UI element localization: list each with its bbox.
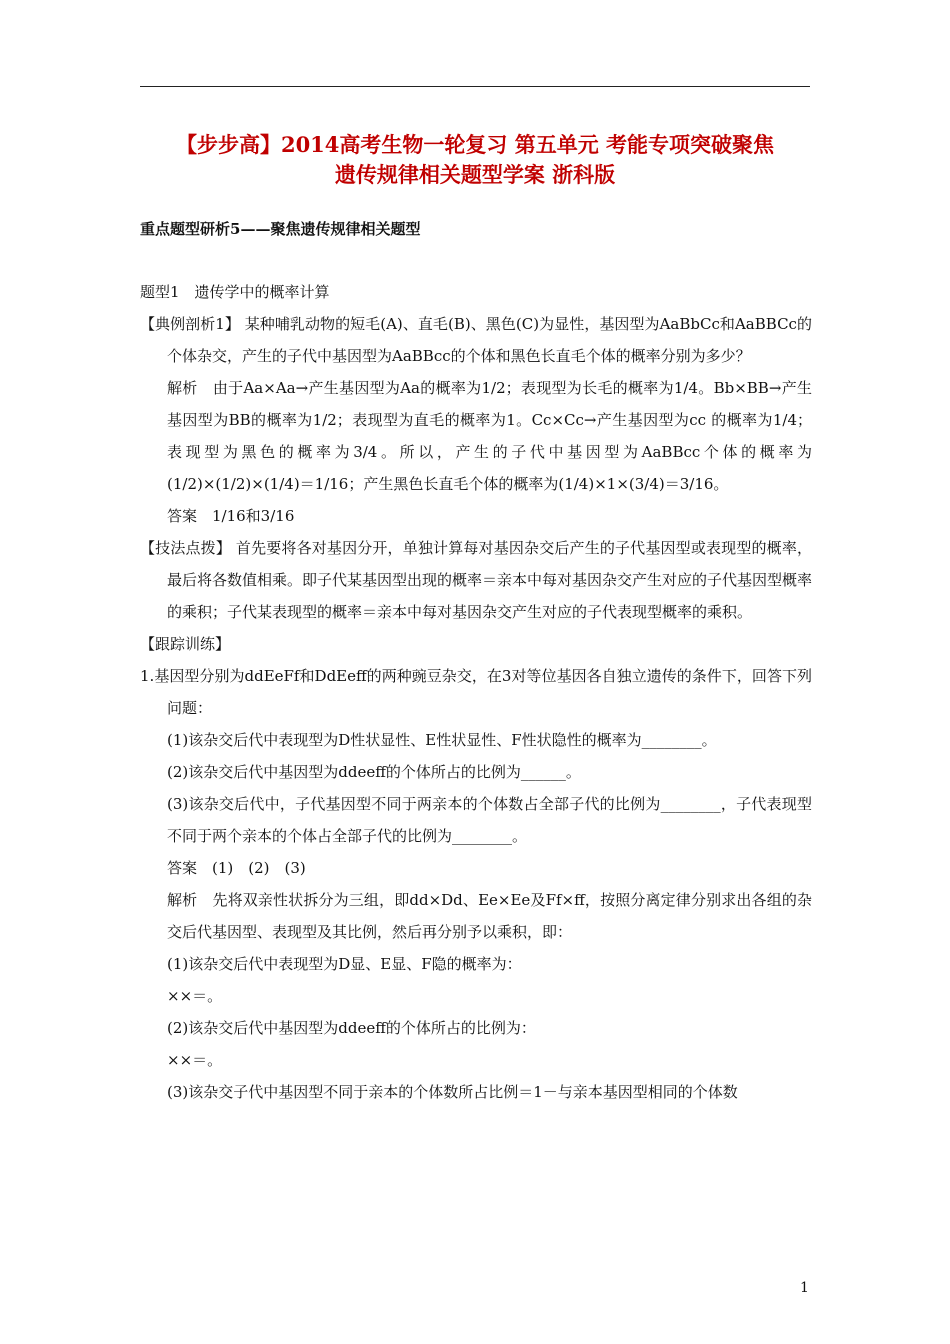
- question-1-part-1: (1)该杂交后代中表现型为D性状显性、E性状显性、F性状隐性的概率为________。: [167, 731, 717, 749]
- topic-heading: 题型1 遗传学中的概率计算: [140, 283, 330, 301]
- page-number: 1: [800, 1280, 809, 1296]
- question-1-answer: 答案 (1) (2) (3): [167, 859, 306, 877]
- analysis-part-2-formula: ××＝。: [167, 1051, 223, 1069]
- header-rule: [140, 86, 810, 87]
- analysis-part-1-formula: ××＝。: [167, 987, 223, 1005]
- example-analysis: 解析 由于Aa×Aa→产生基因型为Aa的概率为1/2；表现型为长毛的概率为1/4。Bb×BB→产生基因型为BB的概率为1/2；表现型为直毛的概率为1。Cc×Cc→产生基因型为cc 的概率为1/4；表现型为黑色的概率为3/4。所以，产生的子代中基因型为AaBBcc个体的概率为(1/2)×(1/2)×(1/4)＝1/16；产生黑色长直毛个体的概率为(1/4)×1×(3/4)＝3/16。: [167, 379, 812, 493]
- analysis-part-1: (1)该杂交后代中表现型为D显、E显、F隐的概率为：: [167, 955, 522, 973]
- practice-heading: 【跟踪训练】: [140, 635, 231, 653]
- title-line-1: 【步步高】2014高考生物一轮复习 第五单元 考能专项突破聚焦: [175, 132, 775, 157]
- technique-tip: 【技法点拨】 首先要将各对基因分开，单独计算每对基因杂交后产生的子代基因型或表现型的概率，最后将各数值相乘。即子代某基因型出现的概率＝亲本中每对基因杂交产生对应的子代基因型概率的乘积；子代某表现型的概率＝亲本中每对基因杂交产生对应的子代表现型概率的乘积。: [140, 539, 813, 621]
- question-1-part-3: (3)该杂交后代中，子代基因型不同于两亲本的个体数占全部子代的比例为________，子代表现型不同于两个亲本的个体占全部子代的比例为________。: [167, 795, 812, 845]
- question-1-part-2: (2)该杂交后代中基因型为ddeeff的个体所占的比例为______。: [167, 763, 581, 781]
- document-body: [140, 276, 812, 1108]
- example-answer: 答案 1/16和3/16: [167, 507, 295, 525]
- analysis-part-3: (3)该杂交子代中基因型不同于亲本的个体数所占比例＝1－与亲本基因型相同的个体数: [167, 1083, 738, 1101]
- document-title: [120, 130, 830, 190]
- analysis-part-2: (2)该杂交后代中基因型为ddeeff的个体所占的比例为：: [167, 1019, 536, 1037]
- section-title: 重点题型研析5——聚焦遗传规律相关题型: [140, 220, 421, 238]
- example-question: 【典例剖析1】 某种哺乳动物的短毛(A)、直毛(B)、黑色(C)为显性，基因型为AaBbCc和AaBBCc的个体杂交，产生的子代中基因型为AaBBcc的个体和黑色长直毛个体的概率分别为多少？: [140, 315, 812, 365]
- title-line-2: 遗传规律相关题型学案 浙科版: [334, 162, 616, 187]
- question-1: 1.基因型分别为ddEeFf和DdEeff的两种豌豆杂交，在3对等位基因各自独立遗传的条件下，回答下列问题：: [140, 667, 812, 717]
- question-1-analysis: 解析 先将双亲性状拆分为三组，即dd×Dd、Ee×Ee及Ff×ff，按照分离定律分别求出各组的杂交后代基因型、表现型及其比例，然后再分别予以乘积，即：: [167, 891, 812, 941]
